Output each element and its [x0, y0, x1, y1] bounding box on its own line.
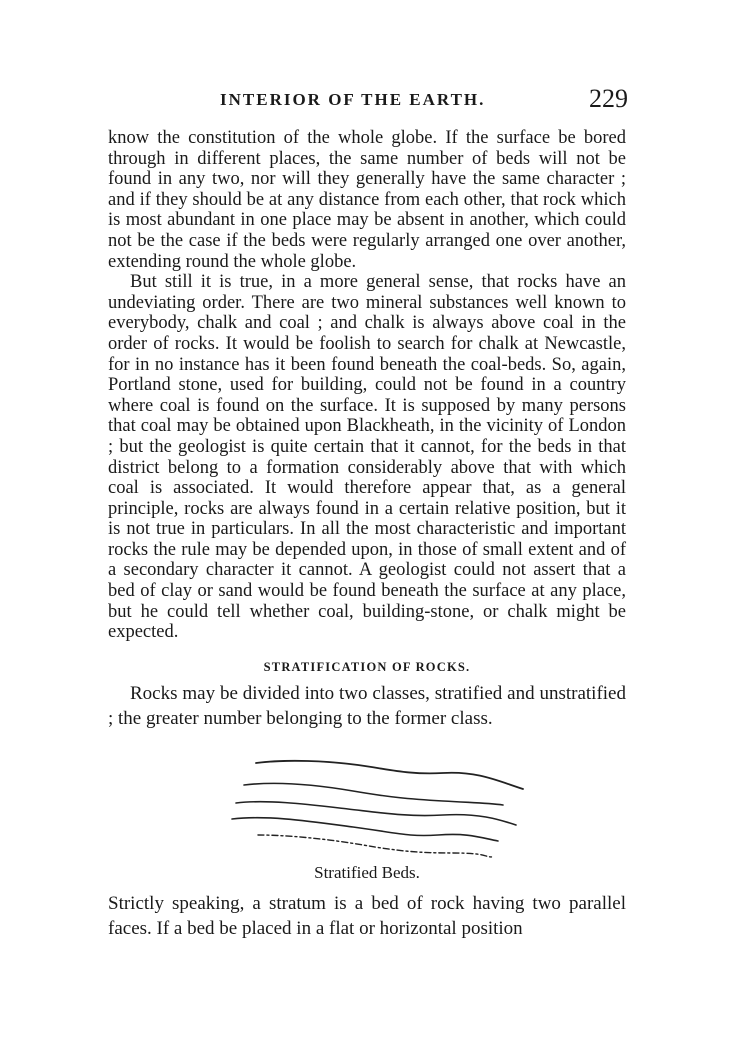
paragraph-continuation: know the constitution of the whole globe. If the surface be bored through in different places, the same number of beds will not be found in any two, nor will they generally have the same character ; and if they should be at any distance from each other, that rock which is most abundant in one place may be absent in another, which could not be the case if the beds were regularly arranged one over another, extending round the whole globe. — [108, 128, 626, 272]
running-title: INTERIOR OF THE EARTH. — [220, 90, 486, 109]
stratified-beds-figure — [108, 745, 626, 863]
paragraph-rock-order: But still it is true, in a more general sense, that rocks have an undeviating order. There are two mineral substances well known to everybody, chalk and coal ; and chalk is always above coal in the order of rocks. It would be foolish to search for chalk at Newcastle, for in no instance has it been found beneath the coal-beds. So, again, Portland stone, used for building, could not be found in a country where coal is found on the surface. It is supposed by many persons that coal may be obtained upon Blackheath, in the vicinity of London ; but the geologist is quite certain that it cannot, for the beds in that district belong to a formation considerably above that with which coal is associated. It would therefore appear that, as a general principle, rocks are always found in a certain relative position, but it is not true in particulars. In all the most characteristic and important rocks the rule may be depended upon, in those of small extent and of a secondary character it cannot. A geologist could not assert that a bed of clay or sand would be found beneath the surface at any place, but he could tell whether coal, building-stone, or chalk might be expected. — [108, 272, 626, 643]
page-number: 229 — [589, 84, 628, 113]
paragraph-stratum-definition: Strictly speaking, a stratum is a bed of rock having two parallel faces. If a bed be placed in a flat or horizontal position — [108, 892, 626, 939]
stratum-line — [232, 818, 498, 841]
section-heading: STRATIFICATION OF ROCKS. — [263, 659, 471, 674]
stratum-line — [258, 835, 493, 857]
page-body — [108, 128, 626, 941]
stratum-line — [236, 802, 516, 825]
figure-caption: Stratified Beds. — [314, 862, 420, 882]
strata-illustration — [108, 745, 626, 863]
section-intro: Rocks may be divided into two classes, stratified and unstratified ; the greater number belonging to the former class. — [108, 682, 626, 729]
page-header — [108, 84, 628, 118]
